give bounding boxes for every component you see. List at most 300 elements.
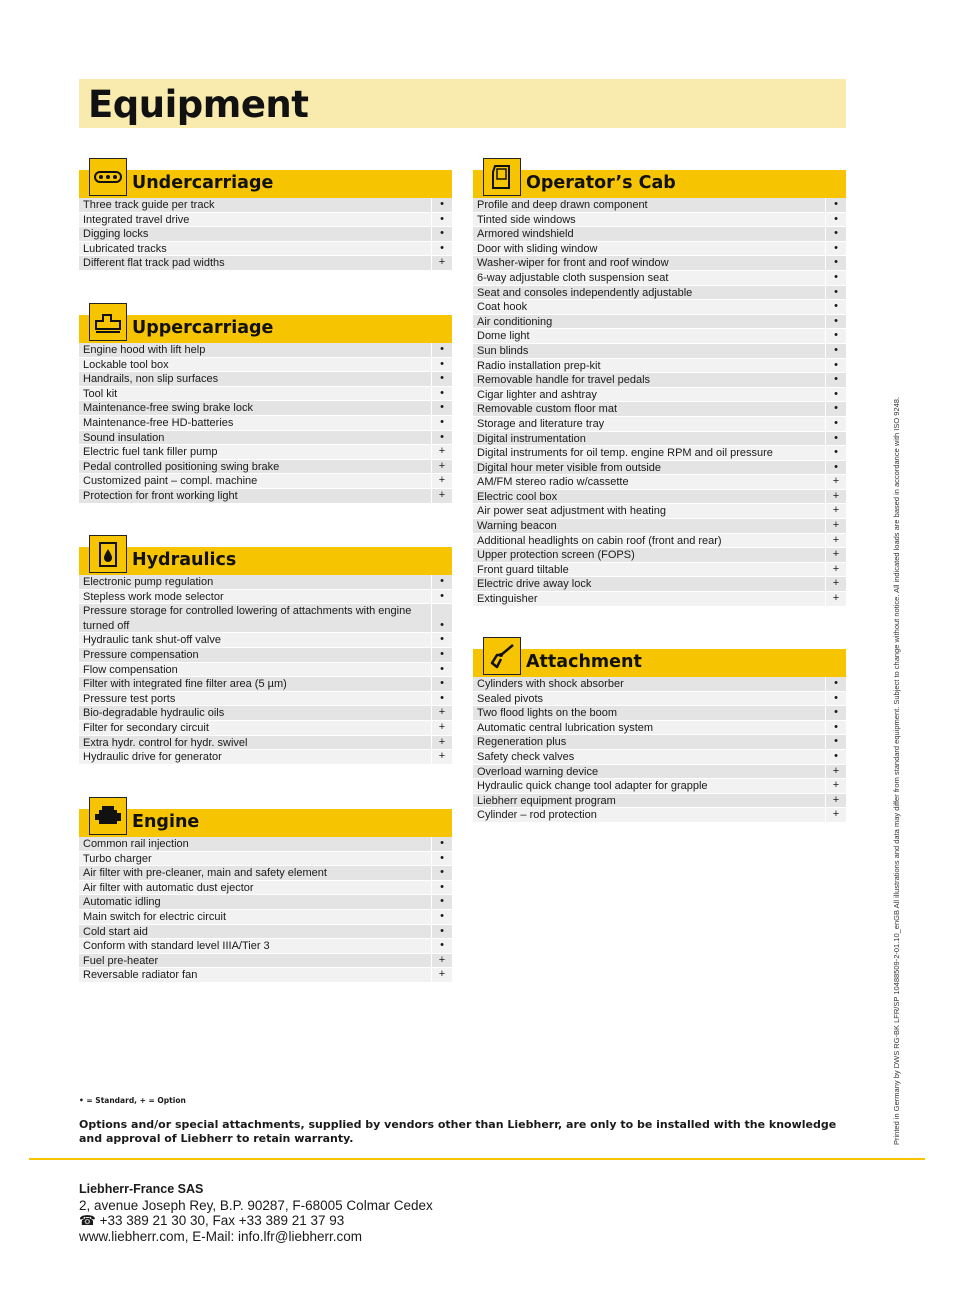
availability-mark — [431, 431, 452, 445]
list-item — [79, 663, 452, 678]
section-hydraulics — [79, 547, 452, 765]
item-label: Digital hour meter visible from outside — [477, 461, 662, 474]
item-label: Handrails, non slip surfaces — [83, 373, 219, 386]
mark-symbol: • — [834, 241, 838, 254]
list-item — [79, 633, 452, 648]
list-item — [473, 402, 846, 417]
item-label: Pressure storage for controlled lowering of attachments with engine turned off — [83, 605, 412, 632]
availability-mark — [825, 198, 846, 212]
mark-symbol: • — [440, 924, 444, 937]
mark-symbol: + — [832, 548, 840, 561]
mark-symbol: + — [832, 475, 840, 488]
list-item — [79, 387, 452, 402]
item-label: Pedal controlled positioning swing brake — [83, 460, 280, 473]
item-label: Lockable tool box — [83, 358, 169, 371]
item-label: Liebherr equipment program — [477, 794, 616, 807]
list-item — [79, 706, 452, 721]
mark-symbol: • — [834, 446, 838, 459]
mark-symbol: + — [438, 735, 446, 748]
list-item — [79, 721, 452, 736]
availability-mark — [825, 706, 846, 720]
list-item — [79, 242, 452, 257]
list-item — [473, 808, 846, 823]
item-label: Three track guide per track — [83, 199, 215, 211]
list-item — [79, 736, 452, 751]
mark-symbol: • — [834, 373, 838, 386]
mark-symbol: + — [438, 750, 446, 763]
list-item — [473, 765, 846, 780]
item-label: Air filter with automatic dust ejector — [83, 881, 254, 894]
track-icon — [89, 158, 127, 196]
list-item — [79, 954, 452, 969]
availability-mark — [431, 460, 452, 474]
mark-symbol: + — [832, 562, 840, 575]
list-item — [473, 592, 846, 607]
item-label: Sun blinds — [477, 344, 529, 357]
item-label: Different flat track pad widths — [83, 257, 225, 270]
item-label: Cigar lighter and ashtray — [477, 388, 597, 401]
item-label: Conform with standard level IIIA/Tier 3 — [83, 940, 270, 953]
availability-mark — [431, 474, 452, 488]
item-label: Automatic idling — [83, 896, 161, 909]
items-list — [79, 837, 452, 983]
list-item — [473, 373, 846, 388]
list-item — [473, 735, 846, 750]
mark-symbol: + — [832, 533, 840, 546]
mark-symbol: + — [832, 779, 840, 792]
availability-mark — [825, 432, 846, 446]
mark-symbol: • — [834, 285, 838, 298]
list-item — [473, 794, 846, 809]
availability-mark — [825, 735, 846, 749]
list-item — [473, 677, 846, 692]
list-item — [473, 242, 846, 257]
phone-fax: ☎ +33 389 21 30 30, Fax +33 389 21 37 93 — [79, 1213, 345, 1228]
list-item — [79, 575, 452, 590]
availability-mark — [431, 837, 452, 851]
list-item — [79, 939, 452, 954]
mark-symbol: + — [438, 953, 446, 966]
availability-mark — [431, 692, 452, 706]
mark-symbol: • — [834, 402, 838, 415]
item-label: Coat hook — [477, 301, 528, 314]
mark-symbol: • — [834, 358, 838, 371]
availability-mark — [431, 387, 452, 401]
availability-mark — [825, 563, 846, 577]
mark-symbol: • — [834, 314, 838, 327]
mark-symbol: • — [440, 343, 444, 355]
item-label: Hydraulic quick change tool adapter for grapple — [477, 780, 708, 793]
items-list — [79, 343, 452, 504]
section-header — [473, 170, 846, 198]
availability-mark — [825, 692, 846, 706]
item-label: Dome light — [477, 330, 530, 343]
items-list — [473, 198, 846, 607]
mark-symbol: • — [440, 430, 444, 443]
list-item — [79, 750, 452, 765]
list-item — [473, 563, 846, 578]
mark-symbol: • — [440, 851, 444, 864]
list-item — [79, 213, 452, 228]
availability-mark — [431, 648, 452, 662]
section-undercarriage — [79, 170, 452, 271]
section-header — [79, 547, 452, 575]
availability-mark — [431, 881, 452, 895]
item-label: Filter with integrated fine filter area (5 µm) — [83, 678, 287, 691]
item-label: Seat and consoles independently adjustable — [477, 286, 693, 299]
availability-mark — [431, 401, 452, 415]
availability-mark — [825, 519, 846, 533]
availability-mark — [431, 358, 452, 372]
availability-mark — [825, 286, 846, 300]
mark-symbol: • — [440, 227, 444, 240]
availability-mark — [825, 577, 846, 591]
list-item — [473, 461, 846, 476]
item-label: Digital instruments for oil temp. engine RPM and oil pressure — [477, 447, 773, 460]
list-item — [79, 431, 452, 446]
side-print-info: Printed in Germany by DWS RG-BK LFR/SP 10488509-2-01.10_enGB All illustrations and data may differ from standard equipment. Subject to change without notice. All indicated loads are based in accordance with ISO 9248. — [892, 396, 901, 1145]
items-list — [473, 677, 846, 823]
item-label: Tinted side windows — [477, 213, 576, 226]
item-label: Tool kit — [83, 387, 118, 400]
mark-symbol: • — [440, 415, 444, 428]
cab-icon — [483, 158, 521, 196]
mark-symbol: + — [438, 445, 446, 458]
list-item — [79, 489, 452, 504]
uppercarriage-icon — [89, 303, 127, 341]
list-item — [79, 881, 452, 896]
item-label: Turbo charger — [83, 852, 152, 865]
item-label: Common rail injection — [83, 838, 189, 850]
list-item — [79, 474, 452, 489]
list-item — [79, 677, 452, 692]
item-label: Armored windshield — [477, 228, 574, 241]
availability-mark — [825, 779, 846, 793]
list-item — [473, 388, 846, 403]
company-name: Liebherr-France SAS — [79, 1182, 204, 1196]
mark-symbol: • — [834, 329, 838, 342]
list-item — [473, 577, 846, 592]
list-item — [79, 198, 452, 213]
availability-mark — [431, 866, 452, 880]
item-label: Radio installation prep-kit — [477, 359, 601, 372]
item-label: Filter for secondary circuit — [83, 721, 209, 734]
mark-symbol: + — [832, 489, 840, 502]
list-item — [79, 372, 452, 387]
item-label: Bio-degradable hydraulic oils — [83, 707, 225, 720]
list-item — [79, 837, 452, 852]
list-item — [79, 343, 452, 358]
item-label: Extra hydr. control for hydr. swivel — [83, 736, 248, 749]
mark-symbol: • — [834, 677, 838, 689]
item-label: Maintenance-free swing brake lock — [83, 402, 253, 415]
list-item — [79, 648, 452, 663]
mark-symbol: + — [832, 592, 840, 605]
mark-symbol: • — [834, 270, 838, 283]
divider — [29, 1158, 925, 1160]
item-label: Flow compensation — [83, 663, 178, 676]
availability-mark — [431, 489, 452, 503]
availability-mark — [431, 604, 452, 632]
mark-symbol: + — [438, 256, 446, 269]
availability-mark — [431, 227, 452, 241]
item-label: Electric fuel tank filler pump — [83, 446, 218, 459]
list-item — [473, 256, 846, 271]
availability-mark — [431, 372, 452, 386]
list-item — [473, 446, 846, 461]
list-item — [473, 417, 846, 432]
availability-mark — [825, 534, 846, 548]
section-attachment — [473, 649, 846, 823]
item-label: Digging locks — [83, 228, 149, 241]
mark-symbol: • — [440, 401, 444, 414]
mark-symbol: + — [832, 504, 840, 517]
availability-mark — [825, 271, 846, 285]
mark-symbol: • — [834, 300, 838, 313]
availability-mark — [825, 213, 846, 227]
item-label: Washer-wiper for front and roof window — [477, 257, 669, 270]
item-label: Integrated travel drive — [83, 213, 190, 226]
availability-mark — [431, 677, 452, 691]
availability-mark — [825, 227, 846, 241]
availability-mark — [431, 242, 452, 256]
mark-symbol: • — [440, 198, 444, 210]
item-label: Lubricated tracks — [83, 242, 167, 255]
availability-mark — [825, 548, 846, 562]
mark-symbol: + — [832, 808, 840, 821]
availability-mark — [431, 575, 452, 589]
item-label: 6-way adjustable cloth suspension seat — [477, 271, 669, 284]
availability-mark — [431, 416, 452, 430]
list-item — [79, 460, 452, 475]
list-item — [473, 329, 846, 344]
availability-mark — [825, 475, 846, 489]
item-label: Reversable radiator fan — [83, 969, 198, 982]
list-item — [473, 344, 846, 359]
section-uppercarriage — [79, 315, 452, 504]
title-band — [79, 79, 846, 128]
list-item — [79, 692, 452, 707]
item-label: Cold start aid — [83, 925, 148, 938]
availability-mark — [825, 373, 846, 387]
mark-symbol: + — [438, 459, 446, 472]
mark-symbol: • — [834, 387, 838, 400]
list-item — [473, 475, 846, 490]
availability-mark — [431, 590, 452, 604]
item-label: Hydraulic drive for generator — [83, 751, 222, 764]
mark-symbol: + — [832, 577, 840, 590]
availability-mark — [431, 343, 452, 357]
availability-mark — [431, 910, 452, 924]
section-title: Attachment — [526, 652, 642, 672]
mark-symbol: • — [440, 647, 444, 660]
item-label: Profile and deep drawn component — [477, 199, 648, 211]
item-label: Additional headlights on cabin roof (front and rear) — [477, 534, 722, 547]
mark-symbol: • — [440, 909, 444, 922]
list-item — [473, 315, 846, 330]
list-item — [473, 213, 846, 228]
list-item — [473, 286, 846, 301]
mark-symbol: • — [440, 386, 444, 399]
item-label: Maintenance-free HD-batteries — [83, 416, 234, 429]
list-item — [79, 866, 452, 881]
list-item — [79, 968, 452, 983]
mark-symbol: • — [440, 939, 444, 952]
availability-mark — [431, 852, 452, 866]
item-label: Automatic central lubrication system — [477, 721, 654, 734]
list-item — [79, 604, 452, 633]
list-item — [79, 358, 452, 373]
availability-mark — [431, 663, 452, 677]
item-label: Air power seat adjustment with heating — [477, 505, 666, 518]
availability-mark — [825, 242, 846, 256]
list-item — [79, 227, 452, 242]
mark-symbol: • — [440, 662, 444, 675]
availability-mark — [825, 504, 846, 518]
item-label: Electric drive away lock — [477, 578, 592, 591]
mark-symbol: • — [440, 241, 444, 254]
section-title: Engine — [132, 812, 200, 832]
items-list — [79, 198, 452, 271]
items-list — [79, 575, 452, 765]
availability-mark — [825, 750, 846, 764]
mark-symbol: • — [440, 372, 444, 385]
hydraulic-tank-icon — [89, 535, 127, 573]
item-label: Air filter with pre-cleaner, main and safety element — [83, 867, 327, 880]
list-item — [473, 504, 846, 519]
item-label: Stepless work mode selector — [83, 590, 224, 603]
mark-symbol: + — [832, 519, 840, 532]
item-label: Protection for front working light — [83, 489, 238, 502]
list-item — [473, 227, 846, 242]
item-label: Overload warning device — [477, 765, 599, 778]
availability-mark — [825, 765, 846, 779]
mark-symbol: • — [834, 343, 838, 356]
list-item — [473, 432, 846, 447]
availability-mark — [825, 344, 846, 358]
list-item — [79, 895, 452, 910]
item-label: Regeneration plus — [477, 736, 567, 749]
availability-mark — [825, 402, 846, 416]
item-label: Customized paint – compl. machine — [83, 475, 258, 488]
availability-mark — [825, 721, 846, 735]
section-engine — [79, 809, 452, 983]
page-title: Equipment — [88, 83, 309, 126]
availability-mark — [825, 256, 846, 270]
mark-symbol: • — [834, 735, 838, 748]
item-label: Main switch for electric circuit — [83, 910, 227, 923]
availability-mark — [431, 721, 452, 735]
availability-mark — [825, 417, 846, 431]
availability-mark — [825, 329, 846, 343]
mark-symbol: + — [832, 793, 840, 806]
list-item — [473, 490, 846, 505]
item-label: Safety check valves — [477, 750, 575, 763]
item-label: Engine hood with lift help — [83, 344, 206, 356]
item-label: Warning beacon — [477, 520, 557, 533]
availability-mark — [431, 633, 452, 647]
item-label: Fuel pre-heater — [83, 954, 159, 967]
mark-symbol: • — [440, 677, 444, 690]
list-item — [473, 198, 846, 213]
section-operators-cab — [473, 170, 846, 607]
list-item — [79, 256, 452, 271]
item-label: Digital instrumentation — [477, 432, 586, 445]
availability-mark — [431, 750, 452, 764]
mark-symbol: • — [834, 706, 838, 719]
availability-mark — [431, 968, 452, 982]
item-label: Cylinder – rod protection — [477, 809, 597, 822]
item-label: Extinguisher — [477, 593, 538, 606]
availability-mark — [431, 925, 452, 939]
availability-mark — [431, 706, 452, 720]
availability-mark — [825, 446, 846, 460]
item-label: Electronic pump regulation — [83, 576, 214, 588]
list-item — [473, 692, 846, 707]
availability-mark — [431, 954, 452, 968]
mark-symbol: • — [440, 589, 444, 602]
list-item — [79, 910, 452, 925]
mark-symbol: + — [438, 968, 446, 981]
list-item — [473, 706, 846, 721]
section-title: Undercarriage — [132, 173, 274, 193]
excavator-arm-icon — [483, 637, 521, 675]
mark-symbol: + — [438, 488, 446, 501]
item-label: Sound insulation — [83, 431, 165, 444]
list-item — [79, 401, 452, 416]
list-item — [79, 925, 452, 940]
item-label: Door with sliding window — [477, 242, 598, 255]
item-label: Removable handle for travel pedals — [477, 374, 651, 387]
list-item — [473, 359, 846, 374]
item-label: Hydraulic tank shut-off valve — [83, 634, 221, 647]
section-header — [79, 170, 452, 198]
availability-mark — [431, 895, 452, 909]
item-label: Upper protection screen (FOPS) — [477, 549, 635, 562]
mark-symbol: + — [832, 764, 840, 777]
street-address: 2, avenue Joseph Rey, B.P. 90287, F-68005 Colmar Cedex — [79, 1197, 433, 1213]
mark-symbol: + — [438, 706, 446, 719]
mark-symbol: • — [834, 256, 838, 269]
availability-mark — [431, 445, 452, 459]
item-label: Storage and literature tray — [477, 417, 605, 430]
item-label: Removable custom floor mat — [477, 403, 617, 416]
mark-symbol: • — [440, 575, 444, 587]
list-item — [473, 548, 846, 563]
list-item — [473, 534, 846, 549]
availability-mark — [431, 939, 452, 953]
list-item — [79, 416, 452, 431]
item-label: AM/FM stereo radio w/cassette — [477, 476, 629, 489]
mark-symbol: • — [440, 880, 444, 893]
mark-symbol: • — [440, 866, 444, 879]
mark-symbol: • — [440, 837, 444, 849]
availability-mark — [431, 736, 452, 750]
mark-symbol: • — [834, 227, 838, 240]
section-title: Operator’s Cab — [526, 173, 676, 193]
web-email: www.liebherr.com, E-Mail: info.lfr@liebherr.com — [79, 1228, 363, 1244]
availability-mark — [825, 359, 846, 373]
availability-mark — [825, 461, 846, 475]
list-item — [473, 519, 846, 534]
mark-symbol: • — [440, 691, 444, 704]
availability-mark — [431, 256, 452, 270]
engine-icon — [89, 797, 127, 835]
availability-mark — [825, 388, 846, 402]
mark-symbol: • — [440, 357, 444, 370]
item-label: Two flood lights on the boom — [477, 707, 618, 720]
mark-symbol: • — [834, 691, 838, 704]
